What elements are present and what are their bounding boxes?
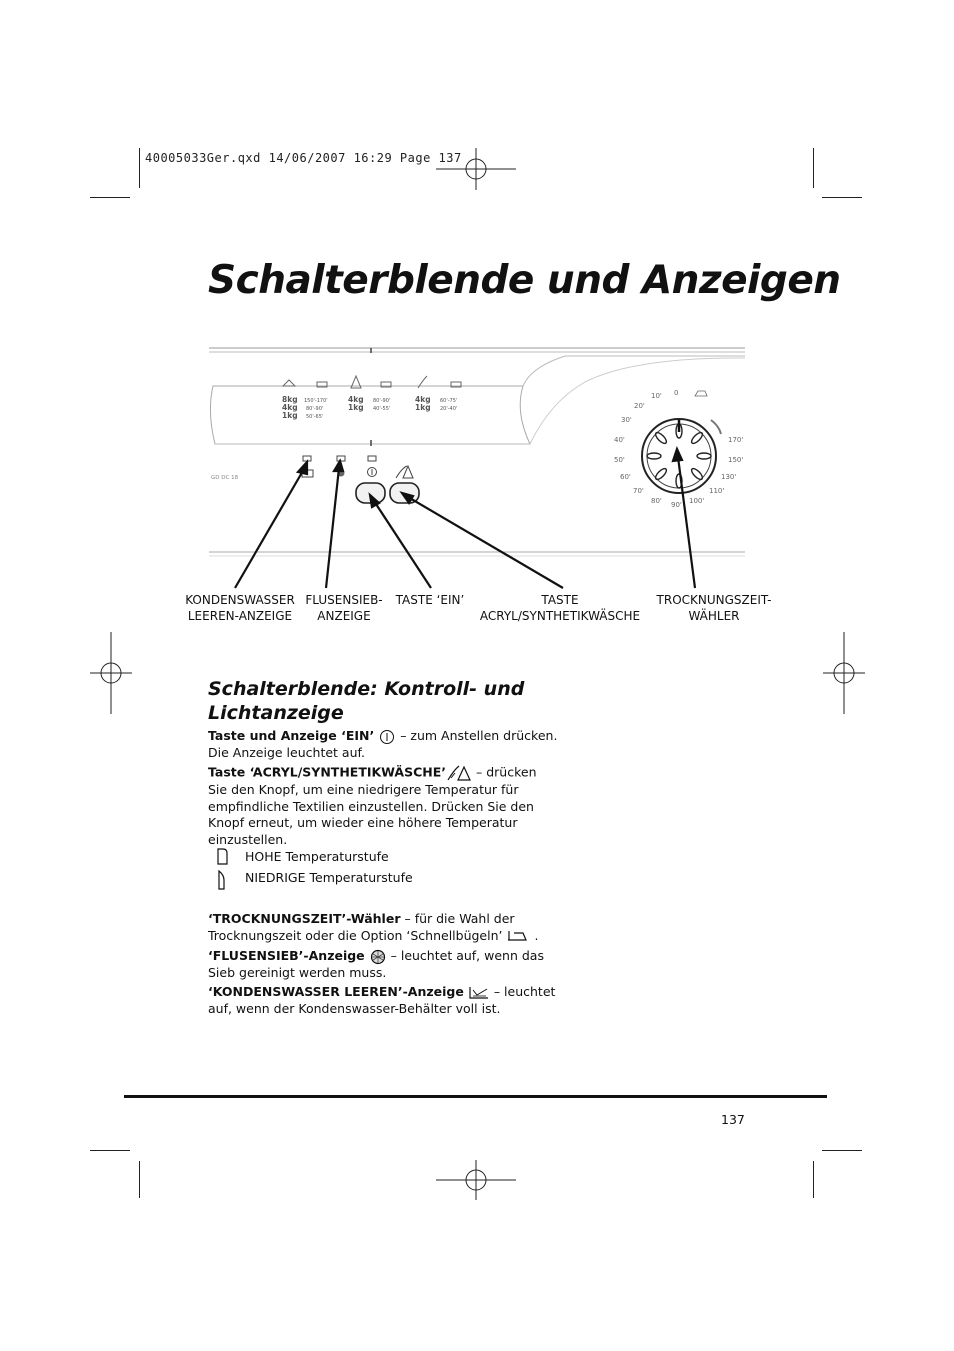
model-code: GD DC 18: [211, 475, 239, 481]
callout-on-button: TASTE ‘EIN’: [395, 593, 465, 607]
on-button-description: Taste und Anzeige ‘EIN’ – zum Anstellen drücken. Die Anzeige leuchtet auf.: [208, 728, 558, 760]
synthetic-wash-icon: [446, 764, 472, 782]
synthetic-button-icon: [396, 466, 413, 478]
callout-water-empty: KONDENSWASSER LEEREN-ANZEIGE: [185, 593, 295, 623]
callout-filter: FLUSENSIEB- ANZEIGE: [305, 593, 383, 623]
synthetic-button-description: Taste ‘ACRYL/SYNTHETIKWÄSCHE’ – drücken Sie den Knopf, um eine niedrigere Temperatur für empfindliche Textilien einzustellen. Drücken Sie den Knopf erneut, um wieder eine höhere Temperatur einzustellen.: [208, 764, 537, 847]
power-icon: [378, 729, 396, 745]
capacity-weight: 1kg: [348, 403, 364, 412]
filter-lamp: [337, 456, 345, 461]
dial-label: 100': [689, 497, 705, 505]
on-lamp: [368, 456, 376, 461]
crop-mark: [139, 1161, 140, 1198]
dial-label: 60': [620, 473, 631, 481]
capacity-weight: 1kg: [415, 403, 431, 412]
dial-label: 110': [709, 487, 725, 495]
dial-label: 70': [633, 487, 644, 495]
dial-label: 40': [614, 436, 625, 444]
file-slug: 40005033Ger.qxd 14/06/2007 16:29 Page 137: [145, 151, 462, 165]
crop-mark: [90, 1150, 130, 1151]
capacity-time: 60'-75': [440, 398, 458, 404]
dial-label: 80': [651, 497, 662, 505]
dial-label: 50': [614, 456, 625, 464]
callout-synthetic-button: TASTE ACRYL/SYNTHETIKWÄSCHE: [479, 593, 641, 623]
water-empty-icon: [468, 985, 490, 1001]
crop-mark: [139, 148, 140, 188]
water-empty-lamp: [303, 456, 311, 461]
registration-mark-left: [90, 632, 132, 714]
high-temp-icon: [215, 848, 229, 866]
crop-mark: [90, 197, 130, 198]
capacity-time: 40'-55': [373, 406, 391, 412]
capacity-time: 20'-40': [440, 406, 458, 412]
filter-icon: [369, 949, 387, 965]
control-panel-illustration: [205, 342, 750, 602]
capacity-weight: 4kg: [415, 395, 431, 404]
dial-label: 0: [674, 389, 679, 397]
callout-timer-dial: TROCKNUNGSZEIT- WÄHLER: [656, 593, 772, 623]
quick-iron-icon: [506, 929, 530, 943]
dial-label: 20': [634, 402, 645, 410]
capacity-time: 80'-90': [373, 398, 391, 404]
dial-label: 10': [651, 392, 662, 400]
capacity-time: 80'-90': [306, 406, 324, 412]
footer-rule: [124, 1095, 827, 1098]
dial-label: 30': [621, 416, 632, 424]
dial-label: 170': [728, 436, 744, 444]
capacity-time: 50'-65': [306, 414, 324, 420]
power-icon: [368, 468, 377, 477]
registration-mark-right: [823, 632, 865, 714]
crop-mark: [822, 197, 862, 198]
timer-description: ‘TROCKNUNGSZEIT’-Wähler – für die Wahl der Trocknungszeit oder die Option ‘Schnellbügeln’ .: [208, 911, 539, 943]
page-title: Schalterblende und Anzeigen: [208, 258, 841, 303]
crop-mark: [822, 1150, 862, 1151]
capacity-time: 150'-170': [304, 398, 328, 404]
quick-iron-icon: [695, 391, 707, 396]
dial-label: 90': [671, 501, 682, 509]
crop-mark: [813, 148, 814, 188]
filter-description: ‘FLUSENSIEB’-Anzeige – leuchtet auf, wenn das Sieb gereinigt werden muss.: [208, 948, 544, 980]
capacity-weight: 4kg: [348, 395, 364, 404]
registration-mark-bottom: [436, 1160, 516, 1202]
dial-label: 130': [721, 473, 737, 481]
capacity-weight: 4kg: [282, 403, 298, 412]
dial-label: 150': [728, 456, 744, 464]
capacity-weight: 1kg: [282, 411, 298, 420]
low-temp-icon: [215, 870, 229, 890]
crop-mark: [813, 1161, 814, 1198]
water-empty-description: ‘KONDENSWASSER LEEREN’-Anzeige – leuchtet auf, wenn der Kondenswasser-Behälter voll ist.: [208, 984, 556, 1016]
capacity-weight: 8kg: [282, 395, 298, 404]
page-number: 137: [721, 1112, 745, 1127]
section-heading: Schalterblende: Kontroll- und Lichtanzeige: [208, 678, 525, 724]
